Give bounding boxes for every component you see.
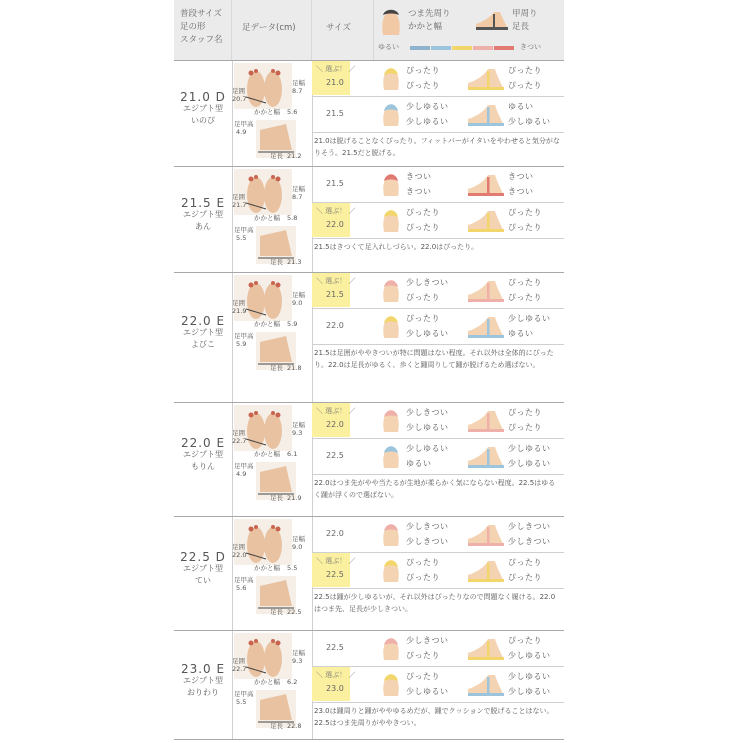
- row-divider: [312, 344, 564, 345]
- recommend-label: ＼ 選ぶ！ ／: [316, 65, 356, 73]
- foot-shape: エジプト型: [183, 104, 223, 113]
- heel-fit-text: 少しゆるい: [406, 117, 449, 126]
- foot-shape: エジプト型: [183, 564, 223, 573]
- instep-fit-text: 少しきつい: [508, 522, 551, 531]
- foot-circ-value: 22.0: [232, 551, 247, 559]
- toe-fit-icon: [380, 65, 402, 91]
- usual-size: 23.0 E: [180, 662, 226, 676]
- instep-fit-text: ぴったり: [508, 558, 542, 567]
- usual-size: 22.0 E: [180, 314, 226, 328]
- instep-fit-text: 少しゆるい: [508, 672, 551, 681]
- heel-width-label: かかと幅: [254, 214, 280, 222]
- recommend-label: ＼ 選ぶ！ ／: [316, 671, 356, 679]
- toe-fit-icon: [380, 671, 402, 697]
- fit-size: 23.0: [326, 684, 344, 693]
- row-divider: [312, 588, 564, 589]
- instep-fit-text: ぴったり: [508, 278, 542, 287]
- foot-shape: エジプト型: [183, 328, 223, 337]
- group-divider: [174, 516, 564, 517]
- length-fit-text: ぴったり: [508, 573, 542, 582]
- length-fit-text: ぴったり: [508, 423, 542, 432]
- scale-segment-2: [431, 46, 451, 50]
- instep-fit-text: ゆるい: [508, 102, 534, 111]
- foot-circ-value: 21.9: [232, 307, 247, 315]
- foot-length-label: 足長: [270, 494, 283, 502]
- instep-fit-icon: [466, 522, 506, 548]
- toe-fit-text: 少しゆるい: [406, 102, 449, 111]
- foot-circ-label: 足囲: [232, 299, 245, 307]
- heel-width-value: 5.5: [287, 564, 298, 572]
- usual-size: 22.0 E: [180, 436, 226, 450]
- fit-comment: 23.0は踵周りと踵がややゆるめだが、踵でクッションで脱げることはない。22.5はつま先周りがややきつい。: [314, 707, 554, 727]
- scale-segment-4: [473, 46, 493, 50]
- group-divider: [174, 166, 564, 167]
- fit-size: 22.5: [326, 643, 344, 652]
- foot-width-value: 8.7: [292, 193, 303, 201]
- foot-width-label: 足幅: [292, 185, 305, 193]
- group-divider: [174, 402, 564, 403]
- toe-fit-icon: [380, 407, 402, 433]
- instep-height-label: 足甲高: [234, 462, 254, 470]
- length-fit-text: ぴったり: [508, 81, 542, 90]
- instep-height-value: 5.9: [236, 340, 247, 348]
- toe-fit-icon: [380, 171, 402, 197]
- foot-shape: エジプト型: [183, 450, 223, 459]
- toe-fit-icon: [380, 521, 402, 547]
- toe-foot-icon: [377, 5, 405, 37]
- length-fit-text: 少しゆるい: [508, 687, 551, 696]
- foot-width-value: 9.0: [292, 299, 303, 307]
- instep-fit-icon: [466, 278, 506, 304]
- header-model-line1: 普段サイズ: [180, 9, 222, 19]
- staff-info: [174, 663, 232, 699]
- recommend-label: ＼ 選ぶ！ ／: [316, 277, 356, 285]
- foot-circ-value: 21.7: [232, 201, 247, 209]
- header-model-line3: スタッフ名: [180, 35, 223, 45]
- heel-fit-text: 少しゆるい: [406, 423, 449, 432]
- staff-info: [174, 551, 232, 587]
- instep-fit-icon: [466, 208, 506, 234]
- instep-height-label: 足甲高: [234, 576, 254, 584]
- staff-info: [174, 197, 232, 233]
- instep-fit-text: ぴったり: [508, 636, 542, 645]
- toe-fit-text: ぴったり: [406, 66, 440, 75]
- foot-circ-label: 足囲: [232, 193, 245, 201]
- instep-fit-icon: [466, 636, 506, 662]
- foot-length-label: 足長: [270, 722, 283, 730]
- fit-size: 21.5: [326, 179, 344, 188]
- toe-fit-text: 少しきつい: [406, 408, 449, 417]
- group-divider: [174, 60, 564, 61]
- fit-size: 21.5: [326, 109, 344, 118]
- staff-info: [174, 437, 232, 473]
- row-divider: [312, 438, 564, 439]
- foot-circ-label: 足囲: [232, 429, 245, 437]
- usual-size: 21.0 D: [180, 90, 226, 104]
- instep-fit-text: 少しゆるい: [508, 444, 551, 453]
- instep-fit-text: きつい: [508, 172, 534, 181]
- foot-width-value: 9.3: [292, 657, 303, 665]
- fitting-table: [174, 0, 564, 740]
- heel-width-value: 6.1: [287, 450, 298, 458]
- row-divider: [312, 238, 564, 239]
- toe-fit-text: ぴったり: [406, 208, 440, 217]
- divider: [312, 60, 313, 740]
- toe-fit-text: 少しきつい: [406, 522, 449, 531]
- staff-info: [174, 91, 232, 127]
- legend-length: 足長: [512, 22, 530, 32]
- heel-fit-text: 少しゆるい: [406, 329, 449, 338]
- foot-length-label: 足長: [270, 258, 283, 266]
- heel-width-value: 5.8: [287, 214, 298, 222]
- staff-name: あん: [195, 222, 211, 231]
- heel-fit-text: ぴったり: [406, 223, 440, 232]
- instep-fit-text: ぴったり: [508, 208, 542, 217]
- fit-comment: 21.5はきつくて足入れしづらい。22.0はぴったり。: [314, 243, 479, 251]
- foot-width-value: 9.3: [292, 429, 303, 437]
- fit-comment: 22.0はつま先がやや当たるが生地が柔らかく気にならない程度。22.5はゆるく踵が浮くので選ばない。: [314, 479, 556, 499]
- foot-shape: エジプト型: [183, 676, 223, 685]
- fit-size: 21.0: [326, 78, 344, 87]
- toe-fit-icon: [380, 277, 402, 303]
- row-divider: [312, 474, 564, 475]
- toe-fit-text: きつい: [406, 172, 432, 181]
- heel-fit-text: ぴったり: [406, 573, 440, 582]
- foot-length-value: 22.5: [287, 608, 302, 616]
- instep-fit-text: 少しゆるい: [508, 314, 551, 323]
- foot-shape: エジプト型: [183, 210, 223, 219]
- foot-width-label: 足幅: [292, 79, 305, 87]
- fit-comment: 21.5は足囲がややきついが特に問題はない程度。それ以外は全体的にぴったり。22.0は足長がゆるく、歩くと踵周りして踵が脱げるため選ばない。: [314, 349, 554, 369]
- length-fit-text: きつい: [508, 187, 534, 196]
- heel-width-label: かかと幅: [254, 108, 280, 116]
- instep-height-label: 足甲高: [234, 120, 254, 128]
- foot-width-value: 8.7: [292, 87, 303, 95]
- fit-size: 22.5: [326, 451, 344, 460]
- foot-length-value: 21.3: [287, 258, 302, 266]
- header-model-line2: 足の形: [180, 22, 206, 32]
- instep-fit-icon: [466, 66, 506, 92]
- length-fit-text: 少しきつい: [508, 537, 551, 546]
- staff-name: おりわり: [187, 688, 219, 697]
- toe-fit-icon: [380, 635, 402, 661]
- foot-width-label: 足幅: [292, 535, 305, 543]
- instep-height-label: 足甲高: [234, 332, 254, 340]
- foot-length-value: 22.8: [287, 722, 302, 730]
- foot-circ-label: 足囲: [232, 657, 245, 665]
- instep-fit-icon: [466, 444, 506, 470]
- staff-name: もりん: [191, 462, 215, 471]
- recommend-label: ＼ 選ぶ！ ／: [316, 207, 356, 215]
- foot-circ-value: 22.7: [232, 665, 247, 673]
- fit-comment: 22.5は踵が少しゆるいが、それ以外はぴったりなので問題なく履ける。22.0はつま先、足長が少しきつい。: [314, 593, 556, 613]
- instep-fit-icon: [466, 558, 506, 584]
- row-divider: [312, 96, 564, 97]
- foot-circ-value: 20.7: [232, 95, 247, 103]
- heel-width-label: かかと幅: [254, 450, 280, 458]
- foot-width-value: 9.0: [292, 543, 303, 551]
- usual-size: 22.5 D: [180, 550, 226, 564]
- fit-size: 22.0: [326, 420, 344, 429]
- fit-size: 22.0: [326, 321, 344, 330]
- divider: [232, 60, 233, 740]
- fit-comment: 21.0は脱げることなくぴったり。フィットバーがイタいをやわせると気分がなりそう。21.5だと脱げる。: [314, 137, 560, 157]
- staff-name: よびこ: [191, 340, 215, 349]
- instep-foot-icon: [474, 8, 510, 34]
- instep-height-label: 足甲高: [234, 226, 254, 234]
- foot-width-label: 足幅: [292, 649, 305, 657]
- foot-length-value: 21.2: [287, 152, 302, 160]
- length-fit-text: ぴったり: [508, 223, 542, 232]
- instep-height-value: 5.5: [236, 234, 247, 242]
- length-fit-text: 少しゆるい: [508, 459, 551, 468]
- heel-fit-text: 少しきつい: [406, 537, 449, 546]
- toe-fit-icon: [380, 207, 402, 233]
- legend-heel: かかと幅: [408, 22, 443, 32]
- row-divider: [312, 132, 564, 133]
- instep-height-label: 足甲高: [234, 690, 254, 698]
- usual-size: 21.5 E: [180, 196, 226, 210]
- instep-fit-icon: [466, 102, 506, 128]
- legend-toe: つま先周り: [408, 9, 451, 19]
- foot-length-value: 21.8: [287, 364, 302, 372]
- heel-width-value: 5.9: [287, 320, 298, 328]
- staff-name: てい: [195, 576, 211, 585]
- heel-width-value: 5.6: [287, 108, 298, 116]
- heel-fit-text: 少しゆるい: [406, 687, 449, 696]
- heel-width-label: かかと幅: [254, 564, 280, 572]
- group-divider: [174, 272, 564, 273]
- group-divider: [174, 630, 564, 631]
- instep-fit-text: ぴったり: [508, 408, 542, 417]
- length-fit-text: ゆるい: [508, 329, 534, 338]
- toe-fit-icon: [380, 443, 402, 469]
- toe-fit-icon: [380, 101, 402, 127]
- scale-tight-label: きつい: [520, 43, 541, 51]
- staff-name: いのぴ: [191, 116, 215, 125]
- toe-fit-text: ぴったり: [406, 672, 440, 681]
- staff-info: [174, 315, 232, 351]
- foot-length-label: 足長: [270, 152, 283, 160]
- toe-fit-text: ぴったり: [406, 558, 440, 567]
- scale-loose-label: ゆるい: [378, 43, 399, 51]
- foot-length-value: 21.9: [287, 494, 302, 502]
- recommend-label: ＼ 選ぶ！ ／: [316, 557, 356, 565]
- foot-width-label: 足幅: [292, 291, 305, 299]
- foot-circ-label: 足囲: [232, 87, 245, 95]
- heel-width-label: かかと幅: [254, 678, 280, 686]
- row-divider: [312, 308, 564, 309]
- fit-size: 22.0: [326, 529, 344, 538]
- heel-width-label: かかと幅: [254, 320, 280, 328]
- fit-size: 22.0: [326, 220, 344, 229]
- instep-fit-icon: [466, 314, 506, 340]
- foot-width-label: 足幅: [292, 421, 305, 429]
- fit-size: 22.5: [326, 570, 344, 579]
- toe-fit-text: 少しゆるい: [406, 444, 449, 453]
- header-size: サイズ: [326, 23, 351, 33]
- foot-circ-value: 22.7: [232, 437, 247, 445]
- length-fit-text: ぴったり: [508, 293, 542, 302]
- heel-fit-text: ぴったり: [406, 651, 440, 660]
- toe-fit-text: 少しきつい: [406, 636, 449, 645]
- toe-fit-text: 少しきつい: [406, 278, 449, 287]
- instep-fit-icon: [466, 172, 506, 198]
- foot-length-label: 足長: [270, 608, 283, 616]
- scale-segment-3: [452, 46, 472, 50]
- heel-fit-text: ぴったり: [406, 293, 440, 302]
- scale-segment-5: [494, 46, 514, 50]
- length-fit-text: 少しゆるい: [508, 117, 551, 126]
- legend-instep: 甲周り: [512, 9, 538, 19]
- header-footdata: 足データ(cm): [242, 23, 296, 33]
- toe-fit-text: ぴったり: [406, 314, 440, 323]
- row-divider: [312, 702, 564, 703]
- instep-height-value: 5.5: [236, 698, 247, 706]
- instep-height-value: 4.9: [236, 128, 247, 136]
- fit-size: 21.5: [326, 290, 344, 299]
- scale-segment-1: [410, 46, 430, 50]
- foot-circ-label: 足囲: [232, 543, 245, 551]
- toe-fit-icon: [380, 313, 402, 339]
- recommend-label: ＼ 選ぶ！ ／: [316, 407, 356, 415]
- instep-height-value: 4.9: [236, 470, 247, 478]
- toe-fit-icon: [380, 557, 402, 583]
- instep-height-value: 5.6: [236, 584, 247, 592]
- heel-fit-text: ぴったり: [406, 81, 440, 90]
- instep-fit-text: ぴったり: [508, 66, 542, 75]
- heel-width-value: 6.2: [287, 678, 298, 686]
- heel-fit-text: きつい: [406, 187, 432, 196]
- instep-fit-icon: [466, 672, 506, 698]
- length-fit-text: 少しゆるい: [508, 651, 551, 660]
- heel-fit-text: ゆるい: [406, 459, 432, 468]
- foot-length-label: 足長: [270, 364, 283, 372]
- instep-fit-icon: [466, 408, 506, 434]
